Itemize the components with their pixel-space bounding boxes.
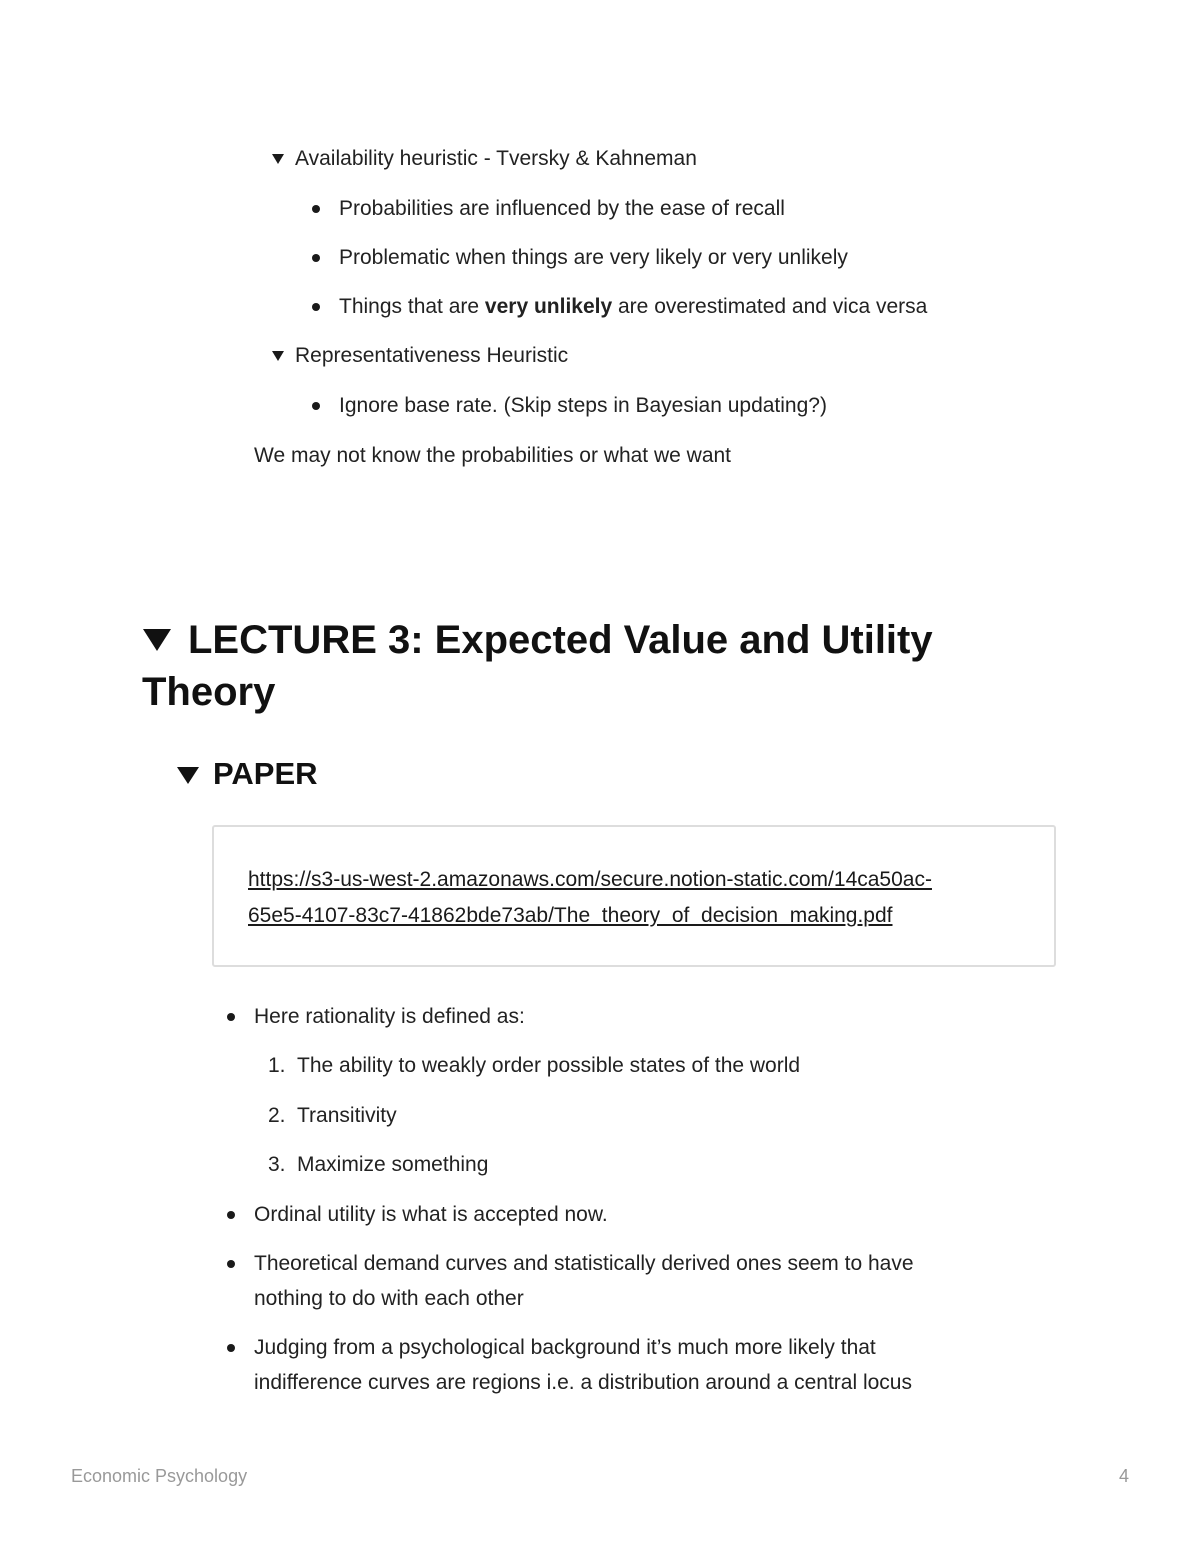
list-item: Judging from a psychological background it’s much more likely that [254, 1336, 876, 1359]
list-item: Probabilities are influenced by the ease of recall [339, 197, 785, 220]
bullet-icon [312, 303, 320, 311]
paper-link-line1[interactable]: https://s3-us-west-2.amazonaws.com/secure.notion-static.com/14ca50ac- [248, 868, 932, 891]
toggle-triangle-icon[interactable] [272, 351, 284, 361]
list-item: Ignore base rate. (Skip steps in Bayesian updating?) [339, 394, 827, 417]
list-item: Ordinal utility is what is accepted now. [254, 1203, 608, 1226]
text-segment: Things that are [339, 295, 485, 318]
paragraph: We may not know the probabilities or what we want [254, 444, 732, 467]
bullet-icon [312, 402, 320, 410]
list-number: 2. [268, 1104, 286, 1127]
bold-text: very unlikely [484, 295, 613, 318]
numbered-item: Transitivity [297, 1104, 397, 1127]
list-number: 3. [268, 1153, 286, 1176]
lecture-heading-continued: Theory [142, 670, 276, 714]
bullet-icon [227, 1260, 235, 1268]
list-number: 1. [268, 1054, 286, 1077]
paper-heading: PAPER [213, 756, 318, 791]
text-segment: are overestimated and vica versa [612, 295, 928, 318]
bullet-icon [312, 254, 320, 262]
paper-link-line2[interactable]: 65e5-4107-83c7-41862bde73ab/The_theory_of_decision_making.pdf [248, 904, 893, 927]
bullet-icon [227, 1013, 235, 1021]
list-item-continued: nothing to do with each other [254, 1287, 524, 1310]
representativeness-heading: Representativeness Heuristic [295, 344, 569, 367]
list-item: Theoretical demand curves and statistically derived ones seem to have [254, 1252, 914, 1275]
bullet-icon [312, 205, 320, 213]
bullet-icon [227, 1344, 235, 1352]
bullet-icon [227, 1211, 235, 1219]
list-item [339, 293, 927, 321]
list-item: Here rationality is defined as: [254, 1005, 525, 1028]
list-item: Problematic when things are very likely or very unlikely [339, 246, 848, 269]
availability-heuristic-heading: Availability heuristic - Tversky & Kahneman [295, 147, 697, 170]
numbered-item: Maximize something [297, 1153, 489, 1176]
footer-doc-title: Economic Psychology [71, 1466, 248, 1486]
toggle-triangle-icon[interactable] [177, 767, 199, 784]
toggle-triangle-icon[interactable] [272, 154, 284, 164]
footer-page-number: 4 [1119, 1466, 1130, 1486]
toggle-triangle-icon[interactable] [143, 629, 171, 651]
numbered-item: The ability to weakly order possible states of the world [297, 1054, 801, 1077]
lecture-heading: LECTURE 3: Expected Value and Utility [188, 618, 933, 662]
paper-link-callout [212, 825, 1056, 967]
list-item-continued: indifference curves are regions i.e. a distribution around a central locus [254, 1371, 912, 1394]
